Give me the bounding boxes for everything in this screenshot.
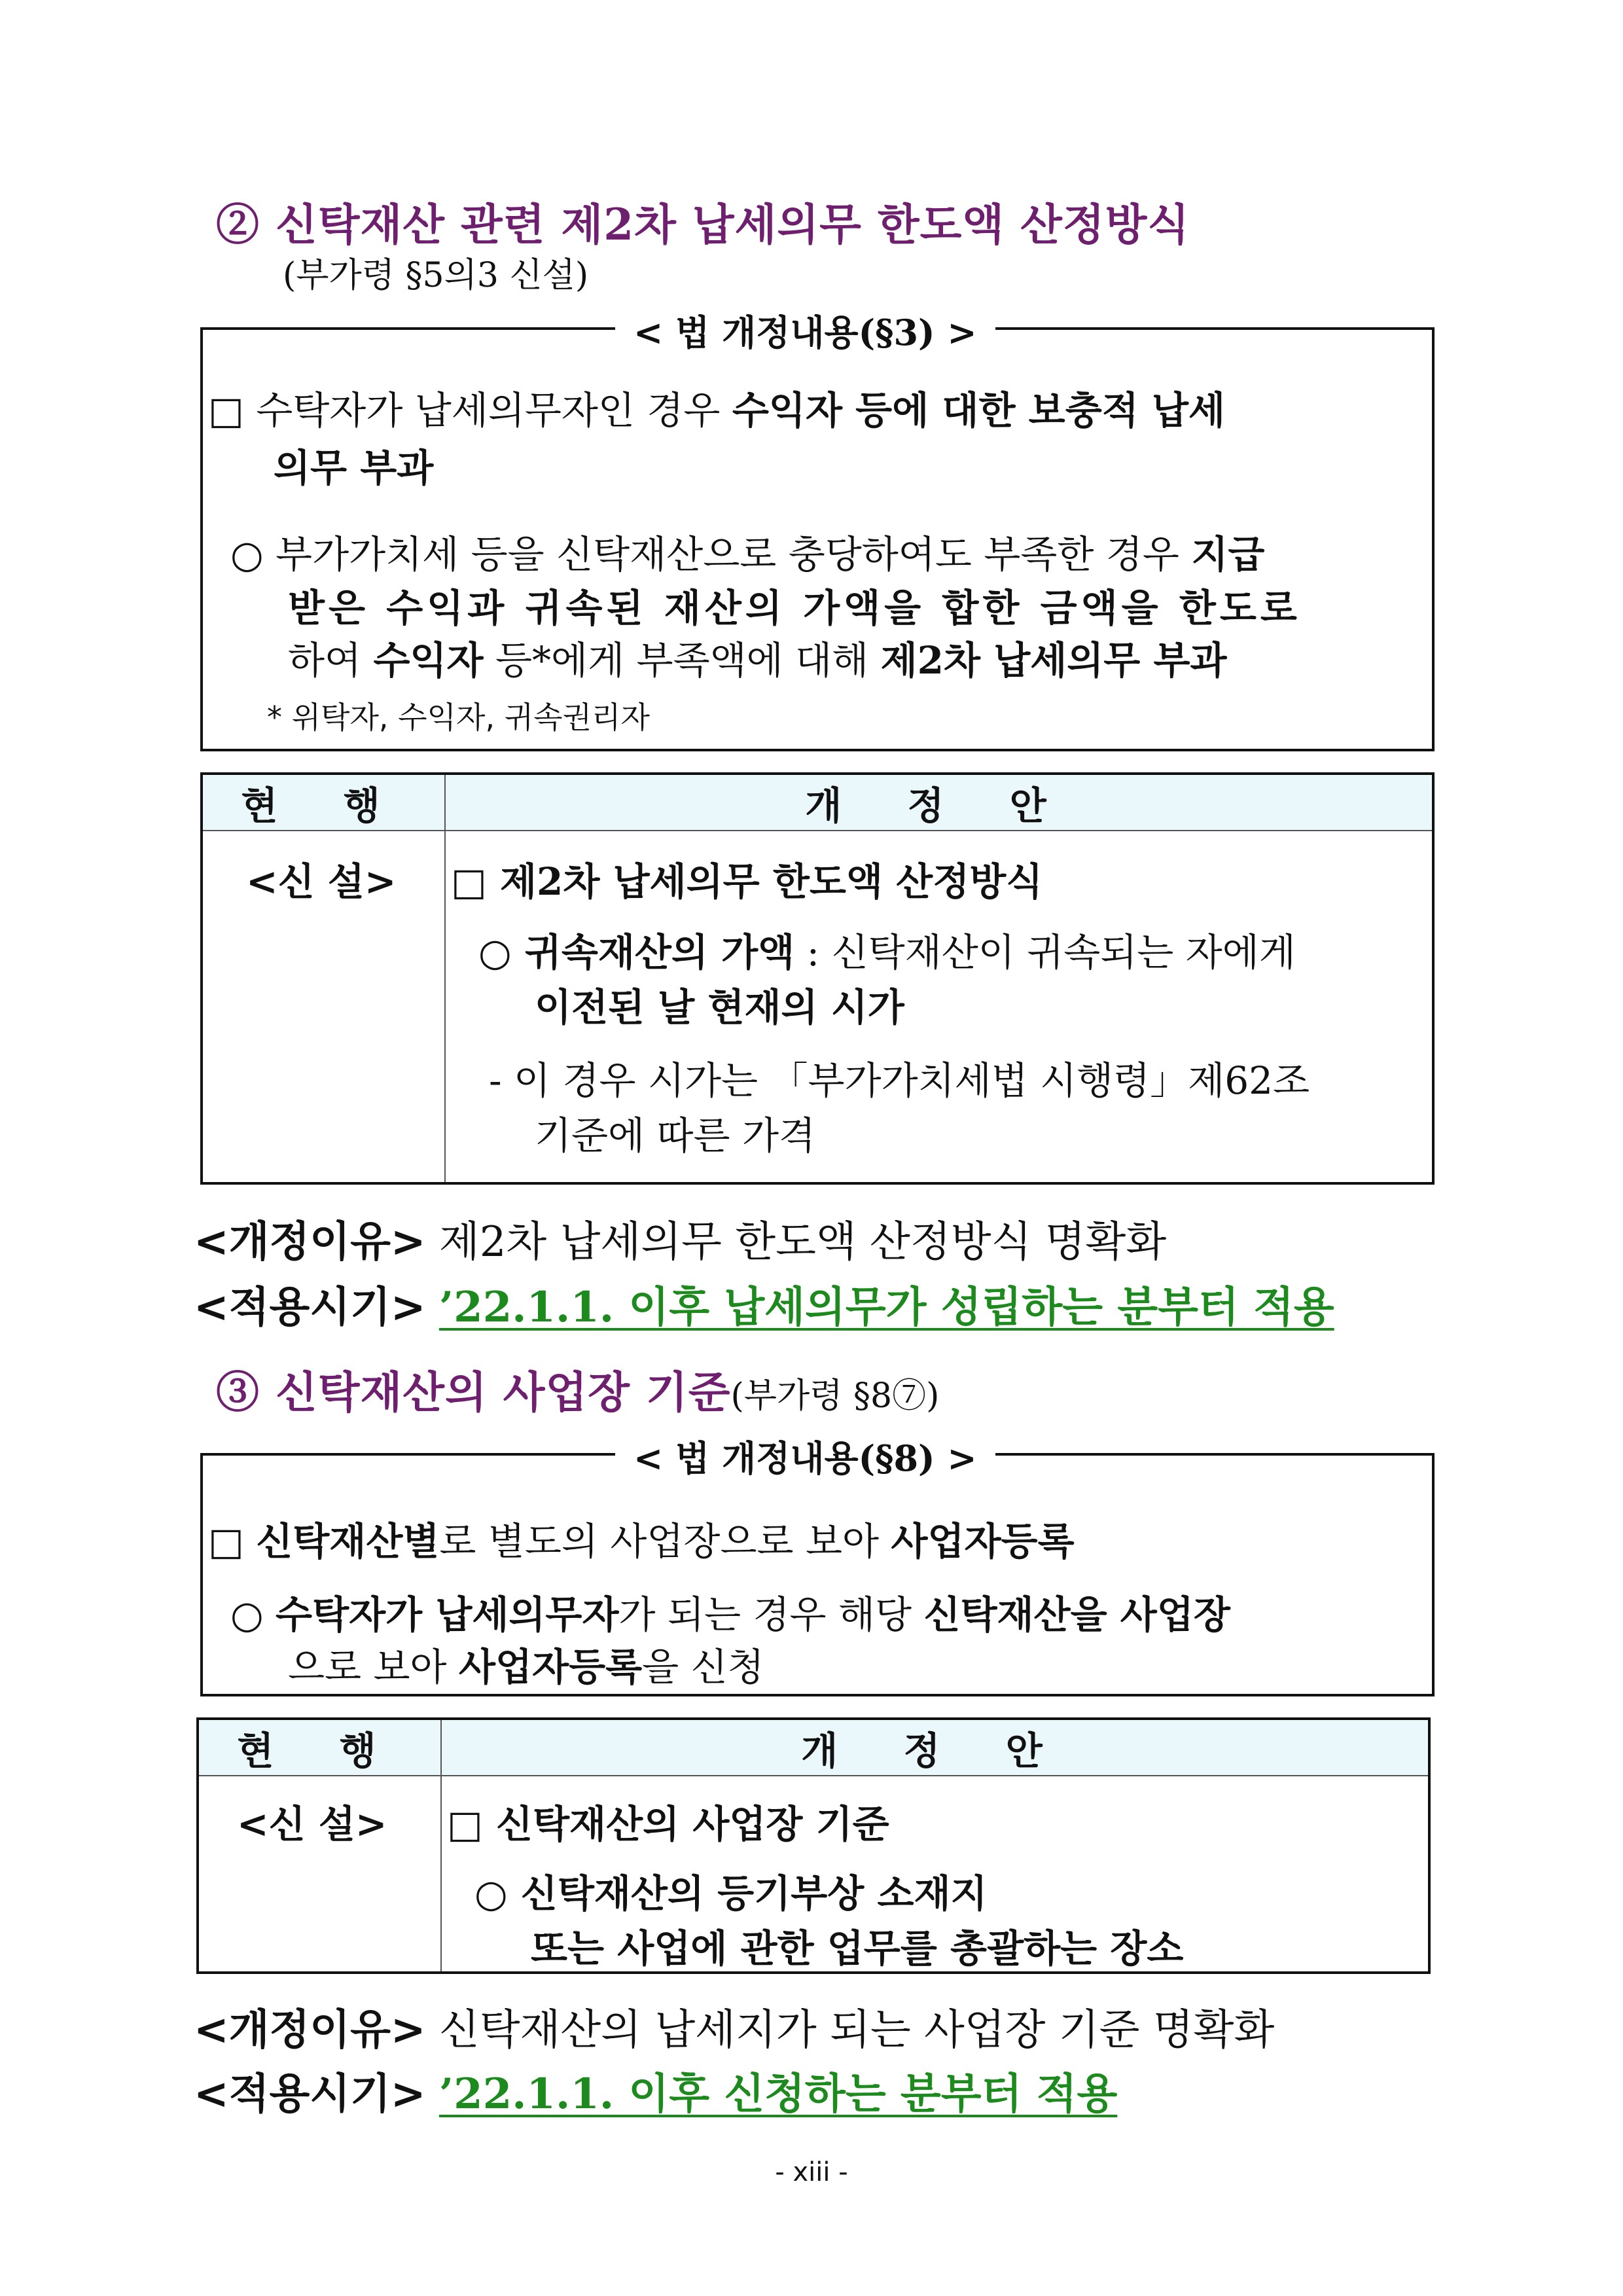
- section2-proposed-sub1: [478, 922, 1296, 977]
- section2-apply-label: <적용시기>: [194, 1283, 426, 1332]
- section2-law-sub3-b: 수익자: [373, 638, 484, 683]
- section3-header-current: 현 행: [198, 1719, 441, 1776]
- section2-proposed-dash2: 기준에 따른 가격: [535, 1113, 816, 1158]
- section2-law-sub3-a: 하여: [288, 638, 374, 683]
- section2-law-sub-line1: [230, 524, 1264, 579]
- section2-law-sub1-plain: ○ 부가가치세 등을 신탁재산으로 충당하여도 부족한 경우: [230, 532, 1192, 577]
- section3-law-sub1-c: 가 되는 경우 해당: [618, 1592, 924, 1637]
- section2-title: ② 신탁재산 관련 제2차 납세의무 한도액 산정방식: [216, 199, 1190, 250]
- section3-proposed-sub2: 또는 사업에 관한 업무를 총괄하는 장소: [531, 1926, 1184, 1971]
- section3-proposed-sub1: ○ 신탁재산의 등기부상 소재지: [474, 1871, 988, 1916]
- section3-apply-text: ’22.1.1. 이후 신청하는 분부터 적용: [438, 2070, 1118, 2119]
- section3-title: ③ 신탁재산의 사업장 기준: [216, 1367, 731, 1418]
- section3-law-sub1-d: 신탁재산을 사업장: [923, 1592, 1230, 1637]
- section3-law-sub2-c: 을 신청: [642, 1645, 764, 1689]
- section3-apply: [194, 2060, 1117, 2121]
- section3-reason-label: <개정이유>: [194, 2006, 426, 2054]
- section2-law-main-plain: □ 수탁자가 납세의무자인 경우: [208, 388, 732, 433]
- section2-proposed-sub1-bold: ○ 귀속재산의 가액: [478, 930, 795, 975]
- section3-heading: [216, 1357, 939, 1420]
- section3-law-sub1-a: ○: [230, 1592, 276, 1637]
- section3-current-cell: [198, 1776, 441, 1973]
- section2-law-sub1-bold: 지급: [1191, 532, 1265, 577]
- section3-proposed-cell: [441, 1776, 1429, 1973]
- section3-comparison-table: [196, 1717, 1431, 1974]
- section2-subtitle: (부가령 §5의3 신설): [283, 256, 589, 295]
- section2-proposed-title: □ 제2차 납세의무 한도액 산정방식: [451, 859, 1043, 904]
- section3-law-sub2-a: 으로 보아: [288, 1645, 459, 1689]
- section3-law-sub2-b: 사업자등록: [459, 1645, 643, 1689]
- section3-law-main-d: 사업자등록: [891, 1519, 1075, 1564]
- section2-law-sub3-d: 제2차 납세의무 부과: [880, 638, 1227, 683]
- section2-reason-label: <개정이유>: [194, 1218, 426, 1266]
- section3-law-sub-line2: [288, 1636, 764, 1691]
- section2-reason: [194, 1208, 1166, 1268]
- section3-law-main: [208, 1511, 1075, 1566]
- section3-reason-text: 신탁재산의 납세지가 되는 사업장 기준 명확화: [425, 2006, 1275, 2054]
- section3-law-main-c: 로 별도의 사업장으로 보아: [439, 1519, 891, 1564]
- section2-apply: [194, 1274, 1334, 1334]
- section3-header-proposed: 개 정 안: [441, 1719, 1429, 1776]
- section3-proposed-title: □ 신탁재산의 사업장 기준: [447, 1802, 889, 1846]
- section2-law-main-line2: 의무 부과: [274, 446, 434, 490]
- section3-law-sub-line1: [230, 1584, 1230, 1639]
- section2-header-current: 현 행: [202, 774, 445, 831]
- section3-law-main-b: 신탁재산별: [256, 1519, 440, 1564]
- section3-current-text: <신 설>: [237, 1802, 387, 1846]
- section2-law-sub-line2: 받은 수익과 귀속된 재산의 가액을 합한 금액을 한도로: [288, 586, 1301, 630]
- section3-subtitle: (부가령 §8⑦): [730, 1376, 940, 1416]
- page-number: - xiii -: [775, 2157, 848, 2187]
- section2-comparison-table: [200, 772, 1435, 1185]
- section3-law-caption: < 법 개정내용(§8) >: [615, 1431, 995, 1481]
- section2-current-text: <신 설>: [246, 859, 397, 904]
- section2-proposed-sub1-plain: : 신탁재산이 귀속되는 자에게: [794, 930, 1296, 975]
- section2-law-main-bold: 수익자 등에 대한 보충적 납세: [732, 388, 1225, 433]
- section2-proposed-sub2: 이전된 날 현재의 시가: [535, 985, 904, 1030]
- section2-current-cell: [202, 831, 445, 1183]
- section2-reason-text: 제2차 납세의무 한도액 산정방식 명확화: [425, 1218, 1167, 1266]
- section2-law-caption: < 법 개정내용(§3) >: [615, 305, 995, 355]
- section2-law-footnote: * 위탁자, 수익자, 귀속권리자: [267, 700, 650, 735]
- section2-proposed-dash1: - 이 경우 시가는 「부가가치세법 시행령」제62조: [489, 1058, 1310, 1103]
- section2-law-sub-line3: [288, 630, 1227, 685]
- section3-law-main-a: □: [208, 1519, 257, 1564]
- section2-proposed-cell: [445, 831, 1433, 1183]
- section2-header-proposed: 개 정 안: [445, 774, 1433, 831]
- section3-reason: [194, 1996, 1274, 2056]
- section2-law-main-line1: [208, 380, 1225, 435]
- section3-apply-label: <적용시기>: [194, 2070, 426, 2119]
- section2-law-sub3-c: 등*에게 부족액에 대해: [483, 638, 881, 683]
- section2-apply-text: ’22.1.1. 이후 납세의무가 성립하는 분부터 적용: [438, 1283, 1334, 1332]
- section3-law-sub1-b: 수탁자가 납세의무자: [276, 1592, 619, 1637]
